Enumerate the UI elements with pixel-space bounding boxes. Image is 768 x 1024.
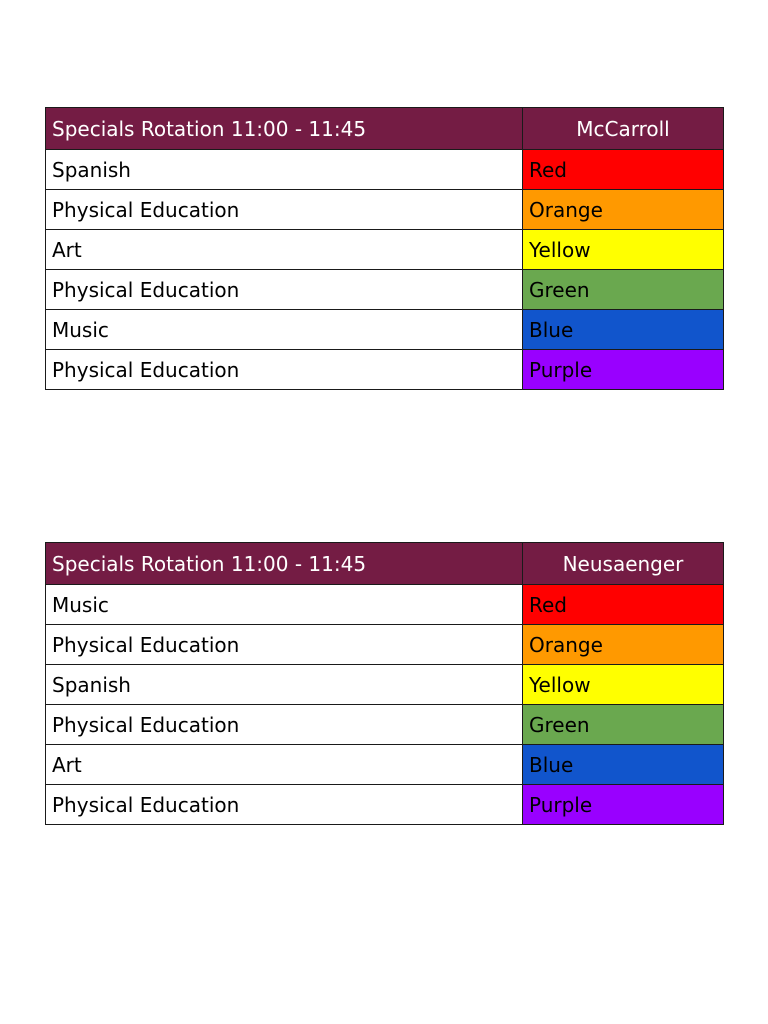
color-cell: Blue bbox=[523, 745, 724, 785]
table-row bbox=[46, 310, 724, 350]
table-row bbox=[46, 230, 724, 270]
schedule-table-mccarroll bbox=[45, 107, 724, 390]
color-cell: Yellow bbox=[523, 230, 724, 270]
rotation-title: Specials Rotation 11:00 - 11:45 bbox=[46, 543, 523, 585]
teacher-name: Neusaenger bbox=[523, 543, 724, 585]
table-header-row bbox=[46, 108, 724, 150]
color-cell: Green bbox=[523, 705, 724, 745]
table-row bbox=[46, 150, 724, 190]
subject-cell: Physical Education bbox=[46, 270, 523, 310]
subject-cell: Physical Education bbox=[46, 625, 523, 665]
subject-cell: Art bbox=[46, 230, 523, 270]
color-cell: Orange bbox=[523, 190, 724, 230]
subject-cell: Music bbox=[46, 585, 523, 625]
table-row bbox=[46, 270, 724, 310]
table-row bbox=[46, 745, 724, 785]
table-row bbox=[46, 350, 724, 390]
table-row bbox=[46, 705, 724, 745]
color-cell: Blue bbox=[523, 310, 724, 350]
teacher-name: McCarroll bbox=[523, 108, 724, 150]
table-header-row bbox=[46, 543, 724, 585]
color-cell: Purple bbox=[523, 785, 724, 825]
table-row bbox=[46, 665, 724, 705]
rotation-title: Specials Rotation 11:00 - 11:45 bbox=[46, 108, 523, 150]
subject-cell: Spanish bbox=[46, 665, 523, 705]
table-row bbox=[46, 190, 724, 230]
color-cell: Red bbox=[523, 585, 724, 625]
table-row bbox=[46, 785, 724, 825]
subject-cell: Physical Education bbox=[46, 350, 523, 390]
table-row bbox=[46, 585, 724, 625]
subject-cell: Art bbox=[46, 745, 523, 785]
schedule-table-neusaenger bbox=[45, 542, 724, 825]
subject-cell: Spanish bbox=[46, 150, 523, 190]
subject-cell: Music bbox=[46, 310, 523, 350]
table-row bbox=[46, 625, 724, 665]
color-cell: Purple bbox=[523, 350, 724, 390]
color-cell: Orange bbox=[523, 625, 724, 665]
color-cell: Red bbox=[523, 150, 724, 190]
subject-cell: Physical Education bbox=[46, 785, 523, 825]
color-cell: Green bbox=[523, 270, 724, 310]
color-cell: Yellow bbox=[523, 665, 724, 705]
subject-cell: Physical Education bbox=[46, 190, 523, 230]
subject-cell: Physical Education bbox=[46, 705, 523, 745]
